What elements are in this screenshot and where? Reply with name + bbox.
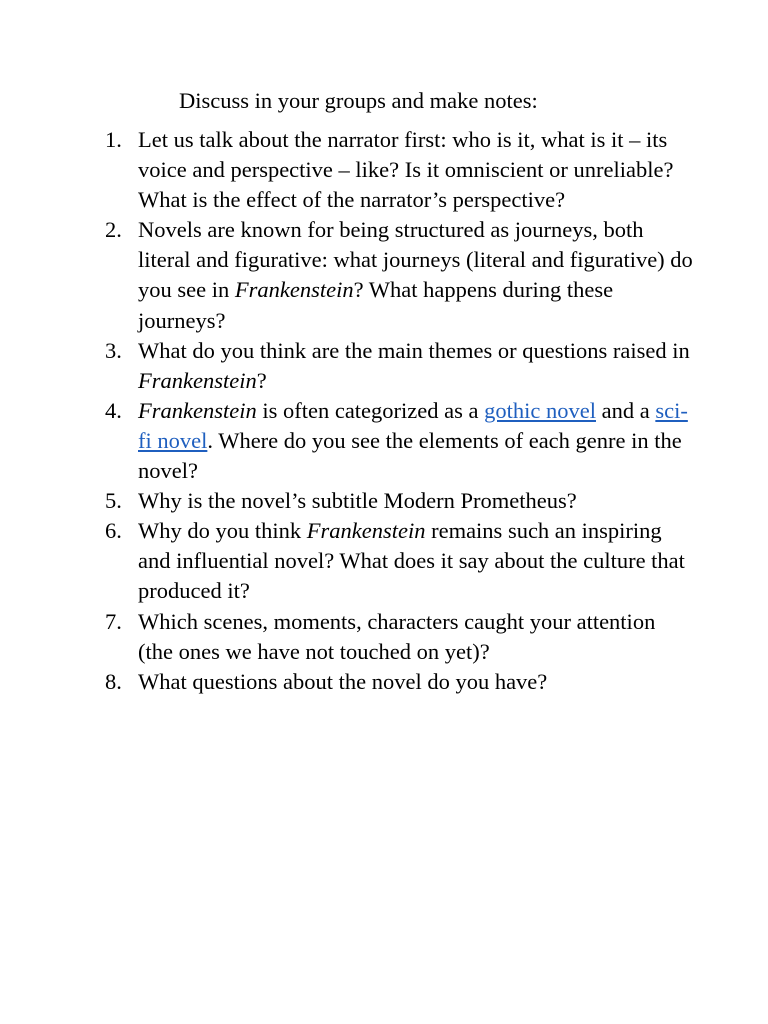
question-text-segment: Why do you think (138, 518, 307, 544)
question-text (138, 607, 695, 667)
question-text (138, 215, 695, 335)
question-text-segment: . Where do you see the elements of each genre in the novel? (138, 427, 682, 484)
book-title: Frankenstein (234, 277, 354, 303)
question-text (138, 667, 695, 697)
question-list (105, 125, 695, 697)
book-title: Frankenstein (138, 397, 257, 423)
question-number: 1. (105, 127, 122, 152)
question-text-segment: Which scenes, moments, characters caught your attention (the ones we have not touched on yet)? (138, 608, 656, 664)
sci-fi-novel-link[interactable]: sci-fi novel (138, 397, 688, 453)
question-text-segment: Why is the novel’s subtitle Modern Prometheus? (138, 488, 577, 514)
question-text (138, 396, 695, 486)
question-item (105, 215, 695, 335)
question-item (105, 607, 695, 667)
question-item (105, 486, 695, 516)
question-text (138, 516, 695, 606)
question-number: 3. (105, 337, 122, 363)
question-item (105, 516, 695, 606)
book-title: Frankenstein (138, 367, 257, 393)
question-text (138, 125, 695, 215)
question-number: 5. (105, 488, 122, 514)
question-number: 6. (105, 518, 122, 544)
gothic-novel-link[interactable]: gothic novel (484, 397, 596, 423)
question-text-segment: What questions about the novel do you have? (138, 668, 548, 694)
question-text-segment: ? (256, 367, 267, 393)
question-text-segment: is often categorized as a (256, 397, 485, 423)
question-text (138, 336, 695, 396)
question-item (105, 396, 695, 486)
question-number: 4. (105, 397, 122, 423)
question-text-segment: and a (595, 397, 656, 423)
question-number: 2. (105, 217, 122, 243)
question-text-segment: remains such an inspiring and influential novel? What does it say about the culture that produced it? (138, 518, 685, 604)
question-text (138, 486, 695, 516)
question-number: 8. (105, 668, 122, 694)
question-text-segment: What do you think are the main themes or questions raised in (138, 337, 690, 363)
question-number: 7. (105, 608, 122, 634)
book-title: Frankenstein (306, 518, 426, 544)
question-text-segment: Let us talk about the narrator first: who is it, what is it – its voice and perspective – like? Is it omniscient or unreliable? What is the effect of the narrator’s perspective? (138, 127, 674, 213)
question-item (105, 336, 695, 396)
question-text-segment: ? What happens during these journeys? (138, 277, 614, 333)
question-text-segment: Novels are known for being structured as journeys, both literal and figurative: what journeys (literal and figurative) do you see in (138, 217, 693, 303)
question-item (105, 125, 695, 215)
question-item (105, 667, 695, 697)
page-heading: Discuss in your groups and make notes: (179, 88, 538, 113)
